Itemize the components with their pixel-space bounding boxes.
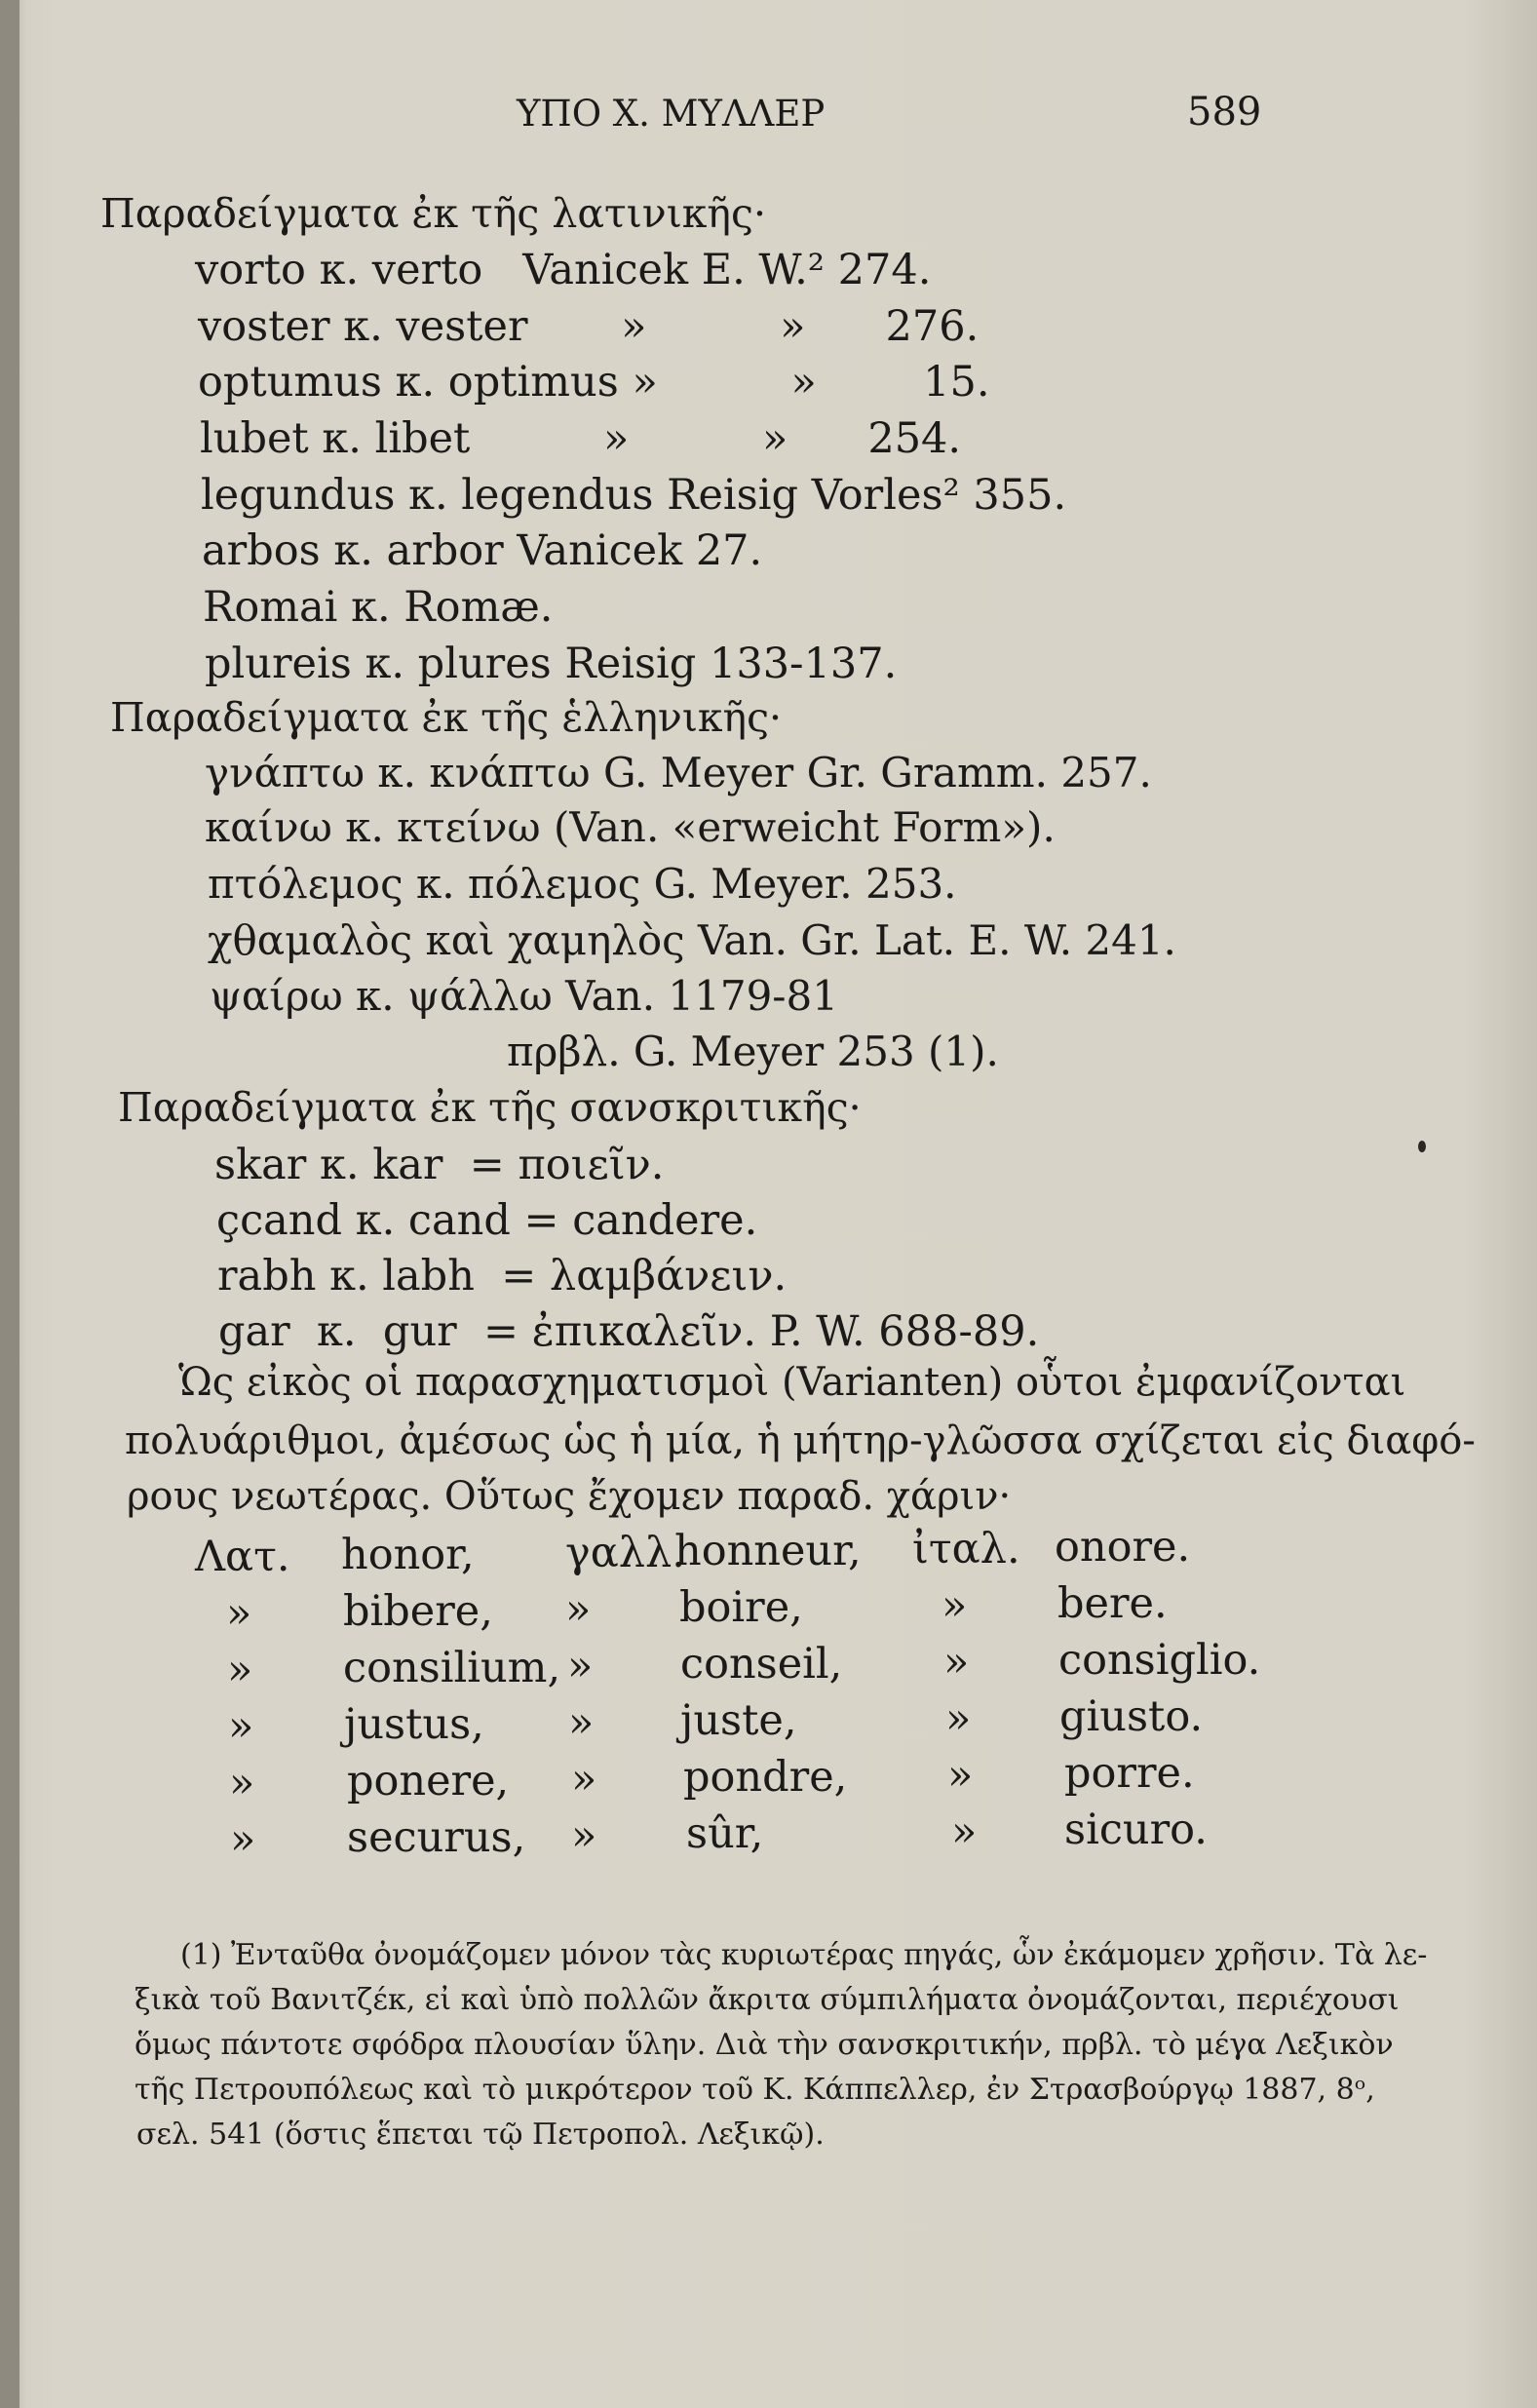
table-cell: juste, (680, 1696, 797, 1745)
section-heading-sanskrit: Παραδείγματα ἐκ τῆς σανσκριτικῆς· (118, 1084, 862, 1131)
table-cell: giusto. (1059, 1692, 1204, 1741)
example-line: skar κ. kar = ποιεῖν. (214, 1141, 665, 1189)
table-cell: » (941, 1581, 968, 1630)
table-cell: » (567, 1642, 594, 1690)
running-title: ΥΠΟ Χ. ΜΥΛΛΕΡ (517, 93, 826, 135)
table-cell: » (565, 1585, 592, 1634)
table-cell: » (571, 1811, 597, 1860)
table-cell: Λατ. (195, 1533, 290, 1581)
example-line: voster κ. vester » » 276. (198, 302, 980, 351)
example-line: gar κ. gur = ἐπικαλεῖν. P. W. 688-89. (218, 1307, 1040, 1356)
table-cell: honneur, (674, 1527, 862, 1575)
paragraph-line: ρους νεωτέρας. Οὕτως ἔχομεν παραδ. χάριν· (127, 1474, 1012, 1519)
table-cell: sicuro. (1064, 1806, 1208, 1854)
example-line: lubet κ. libet » » 254. (200, 414, 962, 463)
example-line: vorto κ. verto Vanicek E. W.² 274. (195, 246, 932, 294)
table-cell: honor, (341, 1531, 475, 1579)
table-cell: » (568, 1698, 595, 1747)
table-cell: » (571, 1755, 597, 1804)
table-cell: » (947, 1751, 974, 1800)
table-cell: » (945, 1694, 972, 1743)
ink-speck (1418, 1141, 1426, 1152)
example-line: arbos κ. arbor Vanicek 27. (202, 526, 763, 575)
table-cell: » (230, 1815, 256, 1864)
footnote-line: (1) Ἐνταῦθα ὀνομάζομεν μόνον τὰς κυριωτέρας πηγάς, ὧν ἐκάμομεν χρῆσιν. Τὰ λε- (180, 1938, 1428, 1972)
table-cell: justus, (344, 1700, 484, 1749)
page-binding-edge (0, 0, 19, 2408)
example-line: ψαίρω κ. ψάλλω Van. 1179-81 (210, 972, 838, 1020)
table-cell: » (229, 1759, 255, 1807)
table-cell: » (226, 1589, 252, 1638)
table-cell: sûr, (686, 1809, 764, 1858)
footnote-line: τῆς Πετρουπόλεως καὶ τὸ μικρότερον τοῦ K. Κάππελλερ, ἐν Στρασβούργῳ 1887, 8ᵒ, (134, 2073, 1375, 2107)
example-line: çcand κ. cand = candere. (216, 1196, 758, 1245)
table-cell: ἰταλ. (912, 1525, 1020, 1573)
footnote-line: σελ. 541 (ὅστις ἕπεται τῷ Πετροπολ. Λεξικῷ). (136, 2117, 825, 2152)
table-cell: conseil, (680, 1640, 843, 1689)
example-line: καίνω κ. κτείνω (Van. «erweicht Form»). (205, 803, 1056, 851)
footnote-line: ὅμως πάντοτε σφόδρα πλουσίαν ὕλην. Διὰ τὴν σανσκριτικήν, πρβλ. τὸ μέγα Λεξικὸν (134, 2028, 1394, 2062)
table-cell: consilium, (343, 1644, 561, 1692)
table-cell: bere. (1057, 1579, 1168, 1628)
table-cell: » (943, 1638, 970, 1687)
paragraph-line: Ὡς εἰκὸς οἱ παρασχηματισμοὶ (Varianten) οὗτοι ἐμφανίζονται (178, 1360, 1406, 1405)
table-cell: γαλλ. (565, 1529, 685, 1577)
page-number: 589 (1187, 90, 1262, 135)
table-cell: porre. (1064, 1749, 1195, 1798)
table-cell: bibere, (343, 1587, 493, 1636)
example-line: optumus κ. optimus » » 15. (198, 358, 990, 407)
section-heading-latin: Παραδείγματα ἐκ τῆς λατινικῆς· (100, 190, 766, 237)
example-line: plureis κ. plures Reisig 133-137. (205, 640, 898, 688)
paragraph-line: πολυάριθμοι, ἀμέσως ὡς ἡ μία, ἡ μήτηρ-γλῶσσα σχίζεται εἰς διαφό- (125, 1418, 1476, 1463)
table-cell: onore. (1055, 1523, 1191, 1572)
example-line: γνάπτω κ. κνάπτω G. Meyer Gr. Gramm. 257. (205, 749, 1152, 796)
table-cell: boire, (679, 1583, 803, 1632)
table-cell: consiglio. (1058, 1636, 1261, 1685)
table-cell: securus, (347, 1813, 526, 1862)
example-line: πρβλ. G. Meyer 253 (1). (507, 1028, 999, 1075)
table-cell: » (227, 1646, 253, 1694)
example-line: χθαμαλὸς καὶ χαμηλὸς Van. Gr. Lat. E. W. 241. (208, 916, 1176, 964)
example-line: legundus κ. legendus Reisig Vorles² 355. (201, 471, 1067, 520)
table-cell: » (951, 1807, 978, 1856)
example-line: rabh κ. labh = λαμβάνειν. (217, 1252, 788, 1301)
example-line: Romai κ. Romæ. (203, 583, 554, 632)
table-cell: ponere, (347, 1757, 510, 1806)
section-heading-greek: Παραδείγματα ἐκ τῆς ἑλληνικῆς· (110, 694, 783, 741)
table-cell: » (228, 1702, 254, 1751)
example-line: πτόλεμος κ. πόλεμος G. Meyer. 253. (208, 860, 957, 908)
table-cell: pondre, (683, 1753, 848, 1802)
footnote-line: ξικὰ τοῦ Βανιτζέκ, εἰ καὶ ὑπὸ πολλῶν ἄκριτα σύμπιλήματα ὀνομάζονται, περιέχουσι (134, 1983, 1400, 2017)
